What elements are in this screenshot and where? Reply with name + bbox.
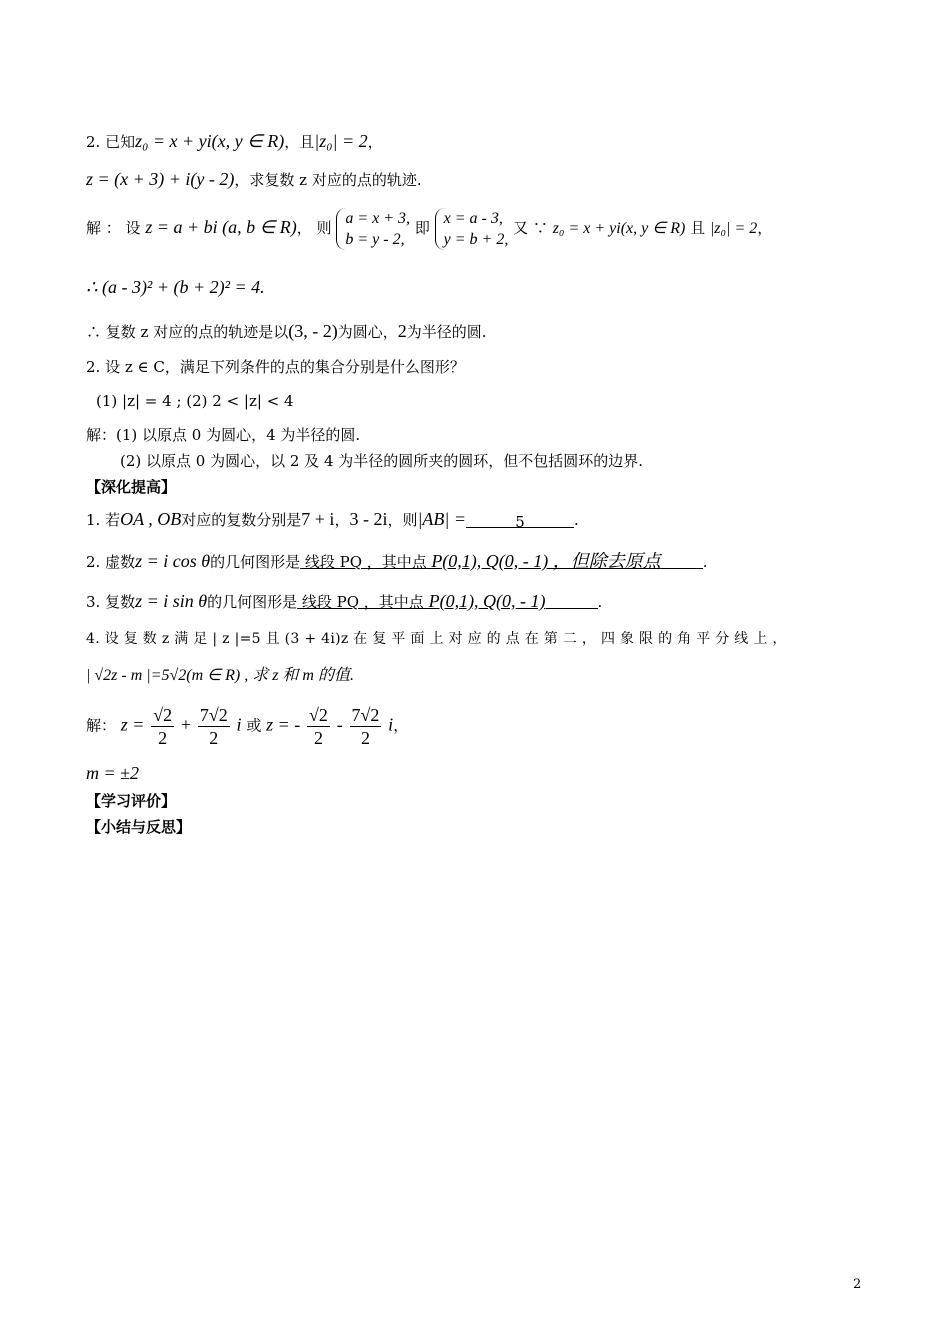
problem2-parts <box>96 390 864 412</box>
text: 的几何图形是 <box>210 553 301 571</box>
math-circle-equation: ∴ (a - 3)² + (b + 2)² = 4. <box>86 277 265 297</box>
fraction <box>350 704 382 749</box>
text: . <box>574 511 579 529</box>
heading-text: 【学习评价】 <box>86 792 177 810</box>
fraction-numerator: 7√2 <box>351 705 380 725</box>
page-number: 2 <box>853 1277 862 1292</box>
system-row: b = y - 2, <box>345 231 405 248</box>
problem2-solution-1 <box>86 424 864 446</box>
problem1-line1 <box>86 130 864 153</box>
math-expr: z = i cos θ <box>135 551 211 571</box>
text: ， <box>367 133 383 151</box>
math-text: i <box>236 714 242 735</box>
text: 4. 设 复 数 z 满 足 | z |=5 且 (3 + 4i)z 在 复 平 面 上 对 应 的 点 在 第 二 ， 四 象 限 的 角 平 分 线 上 ， <box>86 631 787 647</box>
text: ，则 <box>387 511 418 529</box>
math-condition: | √2z - m |=5√2(m ∈ R) , 求 z 和 m 的值. <box>86 667 354 684</box>
math-mod: |z₀| = 2 <box>709 220 758 237</box>
text: (2) 以原点 0 为圆心，以 2 及 4 为半径的圆所夹的圆环，但不包括圆环的边界. <box>120 452 644 470</box>
text: 对应的复数分别是 <box>181 511 302 529</box>
question-4-line1 <box>86 628 864 650</box>
problem1-solution-line <box>86 208 864 262</box>
section-eval-heading <box>86 790 864 812</box>
question-4-solution <box>86 704 864 754</box>
text: . <box>597 593 603 611</box>
text: 的几何图形是 <box>207 593 298 611</box>
fraction <box>151 704 174 749</box>
math-vectors: OA , OB <box>120 509 182 529</box>
math-complex-2: 3 - 2i <box>349 509 388 529</box>
answer-blank <box>546 592 598 609</box>
system-row: a = x + 3, <box>345 210 411 227</box>
math-mod: |z₀| = 2 <box>314 131 368 151</box>
system-row: x = a - 3, <box>443 210 503 227</box>
solution-label: 解： <box>86 716 117 735</box>
answer-underlined-math: P(0,1), Q(0, - 1) ，但除去原点 <box>426 551 661 571</box>
math-m-value: m = ±2 <box>86 763 140 783</box>
text: 1. 若 <box>86 511 121 529</box>
text: ，求复数 z 对应的点的轨迹. <box>234 171 422 189</box>
text: . <box>702 553 708 571</box>
fraction <box>198 704 230 749</box>
text: ， <box>393 716 409 735</box>
text: 2. 已知 <box>86 133 136 151</box>
math-ab-mod: |AB| = <box>417 509 467 529</box>
solution-label: 解 ： 设 <box>86 219 141 237</box>
problem2-title <box>86 356 864 378</box>
math-text: i <box>388 714 394 735</box>
math-radius: 2 <box>397 321 407 341</box>
answer-underlined-math: P(0,1), Q(0, - 1) <box>428 591 546 611</box>
text: 3. 复数 <box>86 593 136 611</box>
equation-system-1 <box>336 208 410 250</box>
math-z-expr: z = (x + 3) + i(y - 2) <box>86 169 235 189</box>
problem1-equation <box>86 276 864 299</box>
text: 即 <box>414 219 430 237</box>
question-3 <box>86 590 864 613</box>
question-2 <box>86 550 864 573</box>
text: 且 <box>690 219 706 237</box>
answer-blank <box>661 552 703 569</box>
math-text: + <box>180 714 192 735</box>
answer-blank: 5 <box>466 511 574 528</box>
text: 2. 虚数 <box>86 553 136 571</box>
text: 为半径的圆. <box>406 323 487 341</box>
math-z0: z₀ = x + yi(x, y ∈ R) <box>552 220 686 237</box>
problem1-line2 <box>86 168 864 191</box>
question-4-line2 <box>86 664 864 687</box>
problem1-conclusion <box>86 320 864 343</box>
text: 解：(1) 以原点 0 为圆心，4 为半径的圆. <box>86 426 361 444</box>
answer-underlined: 线段 PQ ，其中点 <box>297 593 429 611</box>
heading-text: 【小结与反思】 <box>86 818 192 836</box>
math-text: z = - <box>266 714 301 735</box>
system-row: y = b + 2, <box>443 231 509 248</box>
fraction-numerator: 7√2 <box>199 705 228 725</box>
text: 或 <box>246 716 262 735</box>
text: ， 则 <box>296 219 332 237</box>
fraction-denominator: 2 <box>360 728 370 748</box>
section-summary-heading <box>86 816 864 838</box>
text: ，且 <box>284 133 315 151</box>
math-z0-def: z₀ = x + yi(x, y ∈ R) <box>135 131 285 151</box>
fraction-numerator: √2 <box>153 705 173 725</box>
question-1 <box>86 508 864 531</box>
section-deepen-heading <box>86 476 864 498</box>
text: (1) |z| = 4 ; (2) 2 < |z| < 4 <box>96 392 294 410</box>
text: 又 ∵ <box>513 219 548 237</box>
fraction-denominator: 2 <box>158 728 168 748</box>
math-text: - <box>336 714 343 735</box>
fraction-denominator: 2 <box>209 728 219 748</box>
math-text: z = <box>120 714 145 735</box>
text: ， <box>757 219 773 237</box>
math-zdef: z = a + bi (a, b ∈ R) <box>145 217 297 237</box>
text: 2. 设 z ∈ C，满足下列条件的点的集合分别是什么图形？ <box>86 358 465 376</box>
problem2-solution-2 <box>120 450 864 472</box>
heading-text: 【深化提高】 <box>86 478 177 496</box>
equation-system-2 <box>435 208 509 250</box>
answer-underlined: 线段 PQ ，其中点 <box>300 553 427 571</box>
math-complex-1: 7 + i <box>301 509 335 529</box>
math-center: (3, - 2) <box>288 321 338 341</box>
fraction-denominator: 2 <box>313 728 323 748</box>
question-4-m-value <box>86 762 864 785</box>
text: ∴ 复数 z 对应的点的轨迹是以 <box>86 323 289 341</box>
math-expr: z = i sin θ <box>135 591 208 611</box>
text: ， <box>334 511 350 529</box>
fraction-numerator: √2 <box>309 705 328 725</box>
text: 为圆心， <box>337 323 398 341</box>
fraction <box>307 704 330 749</box>
